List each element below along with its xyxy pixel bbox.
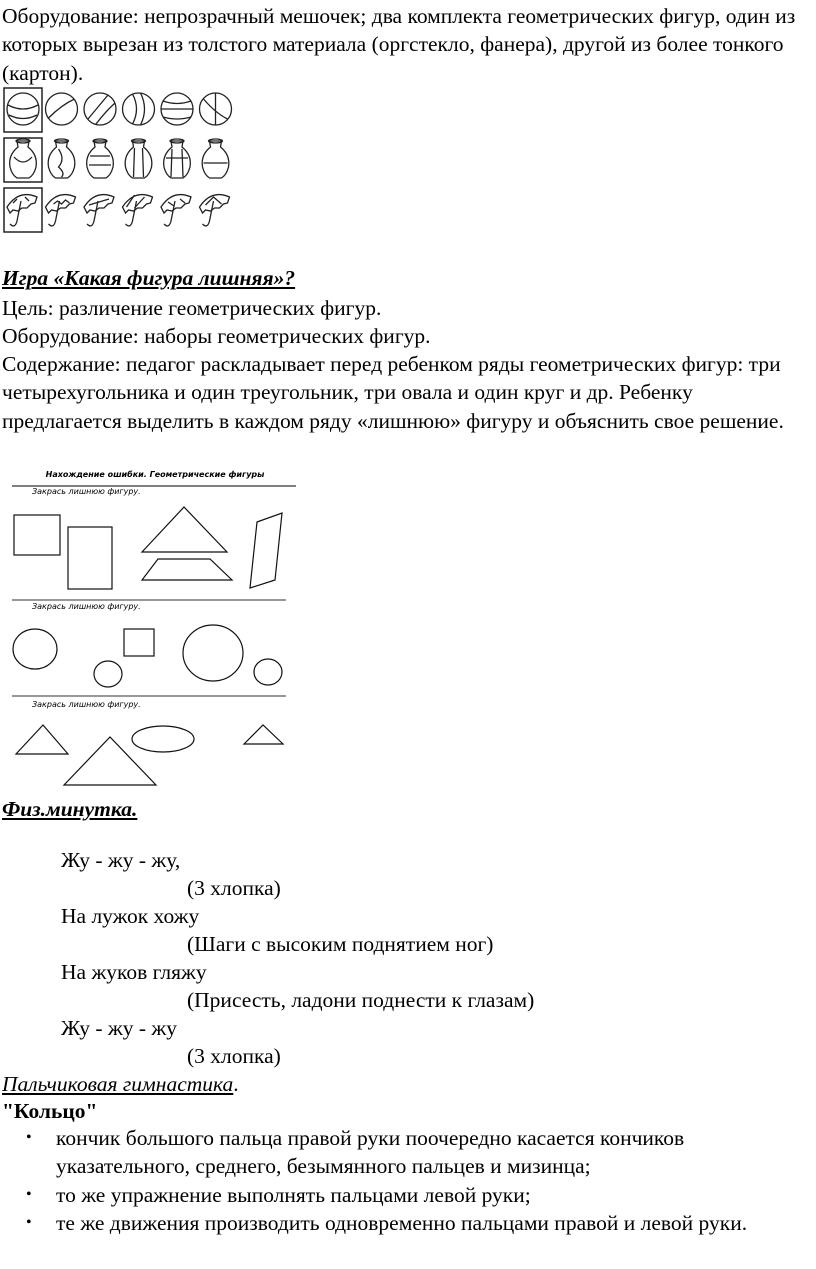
bullet-icon: • bbox=[26, 1214, 32, 1232]
poem-note: (Шаги с высоким поднятием ног) bbox=[187, 932, 494, 956]
fizminutka-title: Физ.минутка. bbox=[2, 797, 138, 821]
trapezoid-shape bbox=[142, 559, 232, 580]
triangle-shape bbox=[244, 725, 283, 744]
ball-icon bbox=[4, 88, 42, 132]
poem-line: На жуков гляжу bbox=[61, 960, 207, 984]
finger-title-dot: . bbox=[233, 1072, 239, 1096]
list-item bbox=[24, 1181, 804, 1209]
exercise-list bbox=[24, 1124, 804, 1238]
vase-icon bbox=[87, 139, 114, 178]
figure-object-rows bbox=[2, 86, 264, 236]
parallelogram-shape bbox=[250, 513, 282, 588]
game-content: Содержание: педагог раскладывает перед ребенком ряды геометрических фигур: три четырехугольника и один треугольник, три овала и один круг и др. Ребенку предлагается выделить в каждом ряду «лишнюю» фигуру и объяснить свое решение. bbox=[2, 352, 784, 433]
circle-shape bbox=[94, 661, 122, 687]
list-item bbox=[24, 1124, 804, 1181]
oval-shape bbox=[132, 726, 194, 752]
list-item bbox=[24, 1209, 804, 1237]
poem-note: (3 хлопка) bbox=[187, 876, 281, 900]
poem-line: Жу - жу - жу bbox=[61, 1016, 177, 1040]
vase-icon bbox=[202, 139, 229, 178]
game-goal: Цель: различение геометрических фигур. bbox=[2, 296, 382, 320]
figure-worksheet bbox=[10, 467, 300, 789]
vase-icon bbox=[4, 138, 42, 182]
poem-line: На лужок хожу bbox=[61, 904, 200, 928]
list-item-text: те же движения производить одновременно пальцами правой и левой руки. bbox=[56, 1211, 748, 1236]
triangle-shape bbox=[16, 725, 68, 754]
triangle-shape bbox=[64, 737, 156, 785]
vase-icon bbox=[125, 139, 152, 178]
ball-icon bbox=[161, 93, 193, 125]
umbrella-icon bbox=[4, 188, 42, 232]
list-item-text: кончик большого пальца правой руки поочередно касается кончиков указательного, среднего, безымянного пальцев и мизинца; bbox=[56, 1126, 685, 1179]
circle-shape bbox=[183, 625, 243, 681]
worksheet-instruction-2: Закрась лишнюю фигуру. bbox=[32, 602, 141, 611]
umbrella-icon bbox=[123, 195, 153, 226]
bullet-icon: • bbox=[26, 1185, 32, 1203]
worksheet-instruction-1: Закрась лишнюю фигуру. bbox=[32, 487, 141, 496]
intro-paragraph: Оборудование: непрозрачный мешочек; два комплекта геометрических фигур, один из которых вырезан из толстого материала (оргстекло, фанера), другой из более тонкого (картон). bbox=[2, 4, 796, 85]
umbrella-icon bbox=[161, 195, 191, 226]
vase-icon bbox=[48, 139, 75, 178]
rectangle-shape bbox=[68, 527, 112, 589]
poem-note: (3 хлопка) bbox=[187, 1044, 281, 1068]
worksheet-title: Нахождение ошибки. Геометрические фигуры bbox=[45, 470, 265, 479]
square-shape bbox=[14, 515, 60, 555]
game-equipment: Оборудование: наборы геометрических фигур. bbox=[2, 324, 431, 348]
square-shape bbox=[124, 629, 154, 656]
worksheet-instruction-3: Закрась лишнюю фигуру. bbox=[32, 700, 141, 709]
poem-line: Жу - жу - жу, bbox=[61, 848, 181, 872]
ball-icon bbox=[123, 93, 155, 125]
exercise-title: "Кольцо" bbox=[2, 1099, 98, 1123]
ball-icon bbox=[200, 93, 232, 125]
finger-title-wrap bbox=[2, 1070, 239, 1098]
ball-icon bbox=[84, 93, 116, 125]
ball-icon bbox=[46, 93, 78, 125]
bullet-icon: • bbox=[26, 1129, 32, 1146]
triangle-shape bbox=[142, 507, 227, 552]
umbrella-icon bbox=[84, 195, 114, 226]
umbrella-icon bbox=[200, 195, 230, 226]
vase-icon bbox=[164, 139, 191, 178]
circle-shape bbox=[13, 629, 57, 669]
poem-note: (Присесть, ладони поднести к глазам) bbox=[187, 988, 535, 1012]
circle-shape bbox=[254, 659, 282, 685]
game-title: Игра «Какая фигура лишняя»? bbox=[2, 266, 296, 290]
finger-title: Пальчиковая гимнастика bbox=[2, 1072, 234, 1096]
umbrella-icon bbox=[46, 195, 76, 226]
list-item-text: то же упражнение выполнять пальцами левой руки; bbox=[56, 1182, 531, 1207]
